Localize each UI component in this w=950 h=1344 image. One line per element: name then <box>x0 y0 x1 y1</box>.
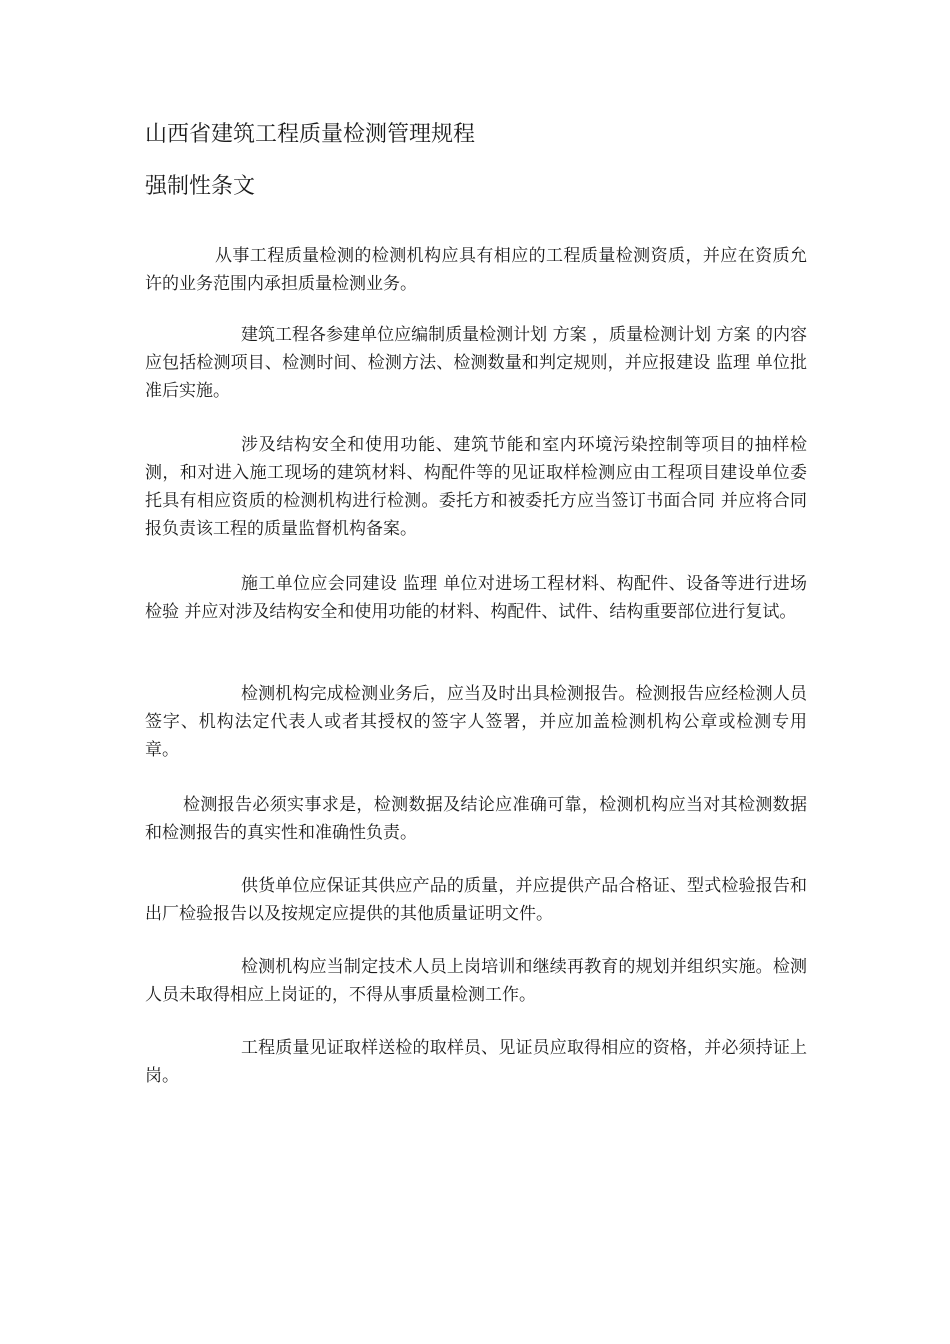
clause-paragraph: 检测报告必须实事求是，检测数据及结论应准确可靠，检测机构应当对其检测数据和检测报告的真实性和准确性负责。 <box>145 795 807 843</box>
clause-paragraph: 从事工程质量检测的检测机构应具有相应的工程质量检测资质，并应在资质允许的业务范围内承担质量检测业务。 <box>145 246 807 294</box>
clause-paragraph: 供货单位应保证其供应产品的质量，并应提供产品合格证、型式检验报告和出厂检验报告以及按规定应提供的其他质量证明文件。 <box>145 876 807 924</box>
clause-paragraph: 涉及结构安全和使用功能、建筑节能和室内环境污染控制等项目的抽样检测，和对进入施工现场的建筑材料、构配件等的见证取样检测应由工程项目建设单位委托具有相应资质的检测机构进行检测。委托方和被委托方应当签订书面合同 并应将合同报负责该工程的质量监督机构备案。 <box>145 435 807 539</box>
document-title: 山西省建筑工程质量检测管理规程 <box>145 122 476 147</box>
clause-paragraph: 建筑工程各参建单位应编制质量检测计划 方案 ，质量检测计划 方案 的内容应包括检测项目、检测时间、检测方法、检测数量和判定规则，并应报建设 监理 单位批准后实施。 <box>145 325 807 401</box>
clause-paragraph: 施工单位应会同建设 监理 单位对进场工程材料、构配件、设备等进行进场检验 并应对涉及结构安全和使用功能的材料、构配件、试件、结构重要部位进行复试。 <box>145 574 807 622</box>
clause-paragraph: 工程质量见证取样送检的取样员、见证员应取得相应的资格，并必须持证上岗。 <box>145 1038 807 1086</box>
document-subtitle: 强制性条文 <box>145 174 256 199</box>
clause-paragraph: 检测机构完成检测业务后，应当及时出具检测报告。检测报告应经检测人员签字、机构法定代表人或者其授权的签字人签署，并应加盖检测机构公章或检测专用章。 <box>145 684 807 760</box>
clause-paragraph: 检测机构应当制定技术人员上岗培训和继续再教育的规划并组织实施。检测人员未取得相应上岗证的，不得从事质量检测工作。 <box>145 957 807 1005</box>
